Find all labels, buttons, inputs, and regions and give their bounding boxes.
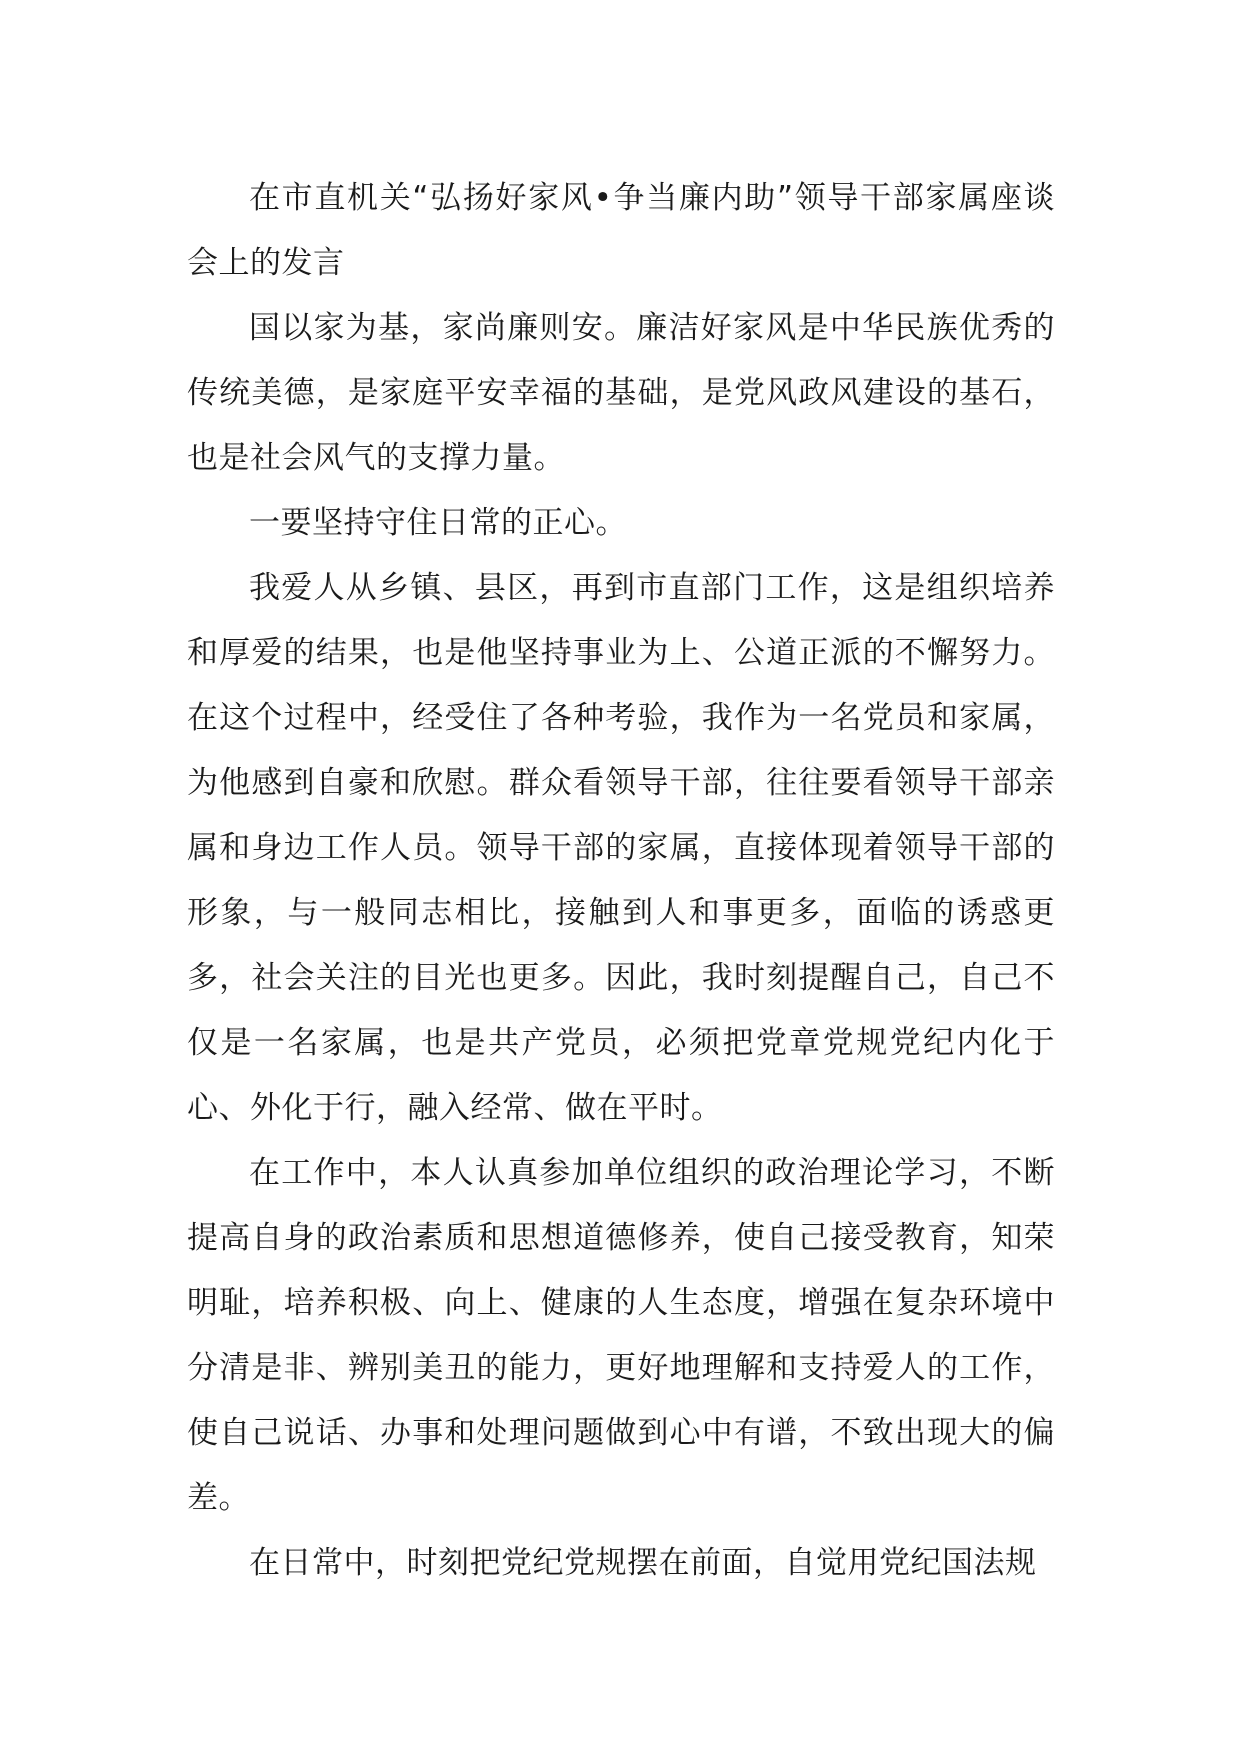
paragraph: 我爱人从乡镇、县区，再到市直部门工作，这是组织培养和厚爱的结果，也是他坚持事业为上、公道正派的不懈努力。在这个过程中，经受住了各种考验，我作为一名党员和家属，为他感到自豪和欣慰。群众看领导干部，往往要看领导干部亲属和身边工作人员。领导干部的家属，直接体现着领导干部的形象，与一般同志相比，接触到人和事更多，面临的诱惑更多，社会关注的目光也更多。因此，我时刻提醒自己，自己不仅是一名家属，也是共产党员，必须把党章党规党纪内化于心、外化于行，融入经常、做在平时。 bbox=[187, 570, 1055, 1126]
paragraph: 国以家为基，家尚廉则安。廉洁好家风是中华民族优秀的传统美德，是家庭平安幸福的基础，是党风政风建设的基石，也是社会风气的支撑力量。 bbox=[187, 310, 1055, 476]
paragraph: 一要坚持守住日常的正心。 bbox=[249, 505, 627, 541]
paragraph: 在日常中，时刻把党纪党规摆在前面，自觉用党纪国法规 bbox=[249, 1545, 1037, 1581]
document-body bbox=[187, 166, 1055, 1596]
paragraph: 在工作中，本人认真参加单位组织的政治理论学习，不断提高自身的政治素质和思想道德修养，使自己接受教育，知荣明耻，培养积极、向上、健康的人生态度，增强在复杂环境中分清是非、辨别美丑的能力，更好地理解和支持爱人的工作，使自己说话、办事和处理问题做到心中有谱，不致出现大的偏差。 bbox=[187, 1155, 1055, 1516]
document-title: 在市直机关“弘扬好家风•争当廉内助”领导干部家属座谈会上的发言 bbox=[187, 180, 1055, 281]
